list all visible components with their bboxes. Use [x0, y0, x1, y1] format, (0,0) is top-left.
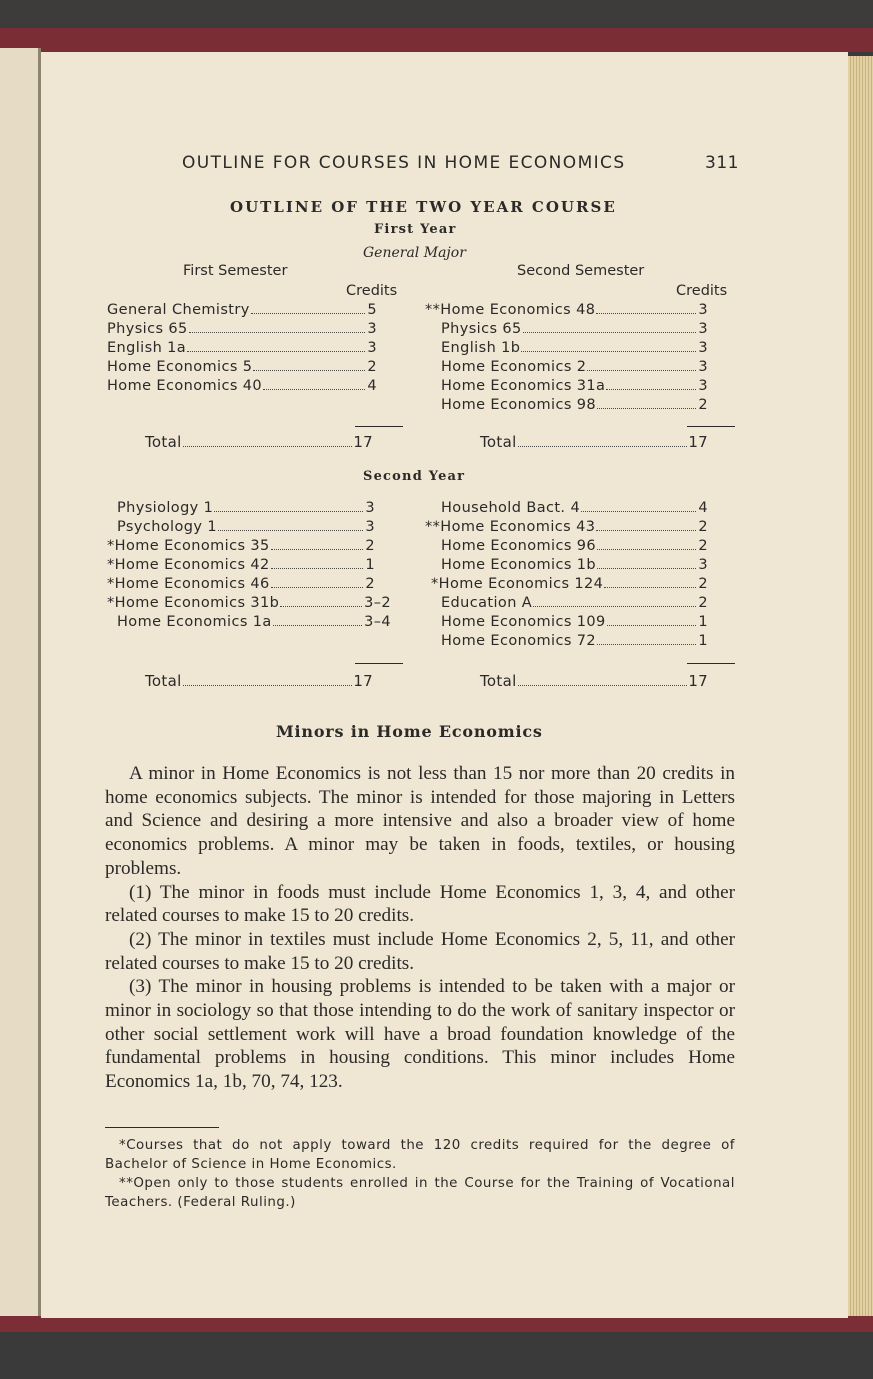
course-credits: 1 — [698, 614, 708, 630]
total-row — [480, 433, 708, 453]
course-name: Home Economics 1b — [441, 557, 597, 573]
course-name: *Home Economics 31b — [107, 595, 280, 611]
course-name: Physiology 1 — [117, 500, 214, 516]
sum-rule — [687, 426, 735, 427]
course-name: Physics 65 — [107, 321, 188, 337]
course-name: *Home Economics 124 — [431, 576, 604, 592]
course-row — [441, 340, 708, 359]
course-row — [107, 557, 375, 576]
course-credits: 3–2 — [364, 595, 391, 611]
major-heading: General Major — [363, 245, 466, 261]
sum-rule — [355, 663, 403, 664]
course-credits: 2 — [698, 595, 708, 611]
total-label: Total — [145, 433, 182, 451]
course-credits: 3 — [367, 340, 377, 356]
course-name: Home Economics 31a — [441, 378, 606, 394]
course-name: Home Economics 98 — [441, 397, 597, 413]
footnotes — [105, 1136, 735, 1212]
course-credits: 2 — [698, 576, 708, 592]
course-row — [107, 576, 375, 595]
course-row — [117, 500, 375, 519]
course-credits: 1 — [698, 633, 708, 649]
footnote-rule — [105, 1127, 219, 1128]
course-credits: 5 — [367, 302, 377, 318]
course-row — [107, 302, 377, 321]
book-cover-edge-top — [0, 28, 873, 52]
course-name: *Home Economics 46 — [107, 576, 270, 592]
first-year-heading: First Year — [374, 222, 457, 237]
total-row — [145, 672, 373, 692]
course-name: Home Economics 1a — [117, 614, 272, 630]
course-row — [107, 538, 375, 557]
course-credits: 2 — [698, 519, 708, 535]
course-credits: 3 — [365, 519, 375, 535]
course-credits: 1 — [365, 557, 375, 573]
page-stack-edge — [848, 56, 873, 1318]
course-row — [441, 633, 708, 652]
course-name: Home Economics 109 — [441, 614, 606, 630]
minors-heading: Minors in Home Economics — [276, 722, 543, 741]
course-row — [425, 519, 708, 538]
book-cover-edge-bottom — [0, 1316, 873, 1332]
credits-label-left: Credits — [346, 283, 398, 299]
course-credits: 3 — [698, 302, 708, 318]
course-credits: 2 — [365, 538, 375, 554]
footnote: *Courses that do not apply toward the 120 credits required for the degree of Bachelor of Science in Home Economics. — [105, 1138, 735, 1172]
course-name: *Home Economics 35 — [107, 538, 270, 554]
facing-page-edge — [0, 48, 41, 1318]
running-header: OUTLINE FOR COURSES IN HOME ECONOMICS — [182, 153, 626, 173]
course-row — [117, 519, 375, 538]
course-row — [441, 614, 708, 633]
course-credits: 3 — [698, 378, 708, 394]
credits-label-right: Credits — [676, 283, 728, 299]
total-value: 17 — [353, 672, 373, 690]
total-label: Total — [480, 433, 517, 451]
course-credits: 3 — [698, 359, 708, 375]
course-name: Home Economics 72 — [441, 633, 597, 649]
course-name: *Home Economics 42 — [107, 557, 270, 573]
sum-rule — [355, 426, 403, 427]
course-name: Physics 65 — [441, 321, 522, 337]
paragraph: (3) The minor in housing problems is intended to be taken with a major or minor in sociology so that those intending to do the work of sanitary inspector or other social settlement work will have a broad foundation knowledge of the fundamental problems in housing conditions. This minor includes Home Economics 1a, 1b, 70, 74, 123. — [105, 976, 735, 1093]
total-row — [480, 672, 708, 692]
course-row — [117, 614, 391, 633]
course-row — [107, 340, 377, 359]
course-credits: 4 — [367, 378, 377, 394]
scan-background-bottom — [0, 1332, 873, 1379]
course-row — [441, 595, 708, 614]
total-label: Total — [480, 672, 517, 690]
course-name: General Chemistry — [107, 302, 250, 318]
course-credits: 3 — [367, 321, 377, 337]
course-name: Education A — [441, 595, 533, 611]
first-semester-label: First Semester — [183, 263, 288, 279]
course-credits: 3 — [698, 557, 708, 573]
course-name: English 1b — [441, 340, 521, 356]
course-row — [107, 595, 391, 614]
course-name: English 1a — [107, 340, 187, 356]
course-credits: 3 — [698, 340, 708, 356]
footnote: **Open only to those students enrolled in the Course for the Training of Vocational Teachers. (Federal Ruling.) — [105, 1176, 735, 1210]
course-row — [107, 378, 377, 397]
course-name: **Home Economics 48 — [425, 302, 596, 318]
course-row — [441, 359, 708, 378]
course-credits: 2 — [698, 397, 708, 413]
course-name: Home Economics 2 — [441, 359, 587, 375]
course-credits: 4 — [698, 500, 708, 516]
book-page — [41, 52, 848, 1318]
course-row — [441, 538, 708, 557]
course-row — [441, 378, 708, 397]
course-name: Home Economics 40 — [107, 378, 263, 394]
total-row — [145, 433, 373, 453]
paragraph: A minor in Home Economics is not less than 15 nor more than 20 credits in home economics subjects. The minor is intended for those majoring in Letters and Science and desiring a more intensive and also a broader view of home economics problems. A minor may be taken in foods, textiles, or housing problems. — [105, 763, 735, 879]
course-row — [425, 302, 708, 321]
course-row — [431, 576, 708, 595]
paragraph: (1) The minor in foods must include Home Economics 1, 3, 4, and other related courses to make 15 to 20 credits. — [105, 881, 735, 927]
outline-title: OUTLINE OF THE TWO YEAR COURSE — [230, 198, 617, 216]
course-row — [441, 500, 708, 519]
course-credits: 2 — [365, 576, 375, 592]
total-value: 17 — [688, 433, 708, 451]
course-name: **Home Economics 43 — [425, 519, 596, 535]
page-number: 311 — [705, 153, 739, 173]
course-credits: 2 — [367, 359, 377, 375]
total-value: 17 — [353, 433, 373, 451]
course-row — [441, 397, 708, 416]
course-row — [441, 557, 708, 576]
second-year-heading: Second Year — [363, 469, 466, 484]
course-credits: 3 — [698, 321, 708, 337]
total-value: 17 — [688, 672, 708, 690]
paragraph: (2) The minor in textiles must include Home Economics 2, 5, 11, and other related courses to make 15 to 20 credits. — [105, 928, 735, 974]
minors-body — [105, 762, 735, 1094]
course-row — [441, 321, 708, 340]
scan-background-top — [0, 0, 873, 28]
course-name: Household Bact. 4 — [441, 500, 581, 516]
course-name: Psychology 1 — [117, 519, 217, 535]
course-name: Home Economics 5 — [107, 359, 253, 375]
course-row — [107, 321, 377, 340]
course-credits: 2 — [698, 538, 708, 554]
second-semester-label: Second Semester — [517, 263, 645, 279]
sum-rule — [687, 663, 735, 664]
course-name: Home Economics 96 — [441, 538, 597, 554]
course-credits: 3 — [365, 500, 375, 516]
course-row — [107, 359, 377, 378]
course-credits: 3–4 — [364, 614, 391, 630]
total-label: Total — [145, 672, 182, 690]
